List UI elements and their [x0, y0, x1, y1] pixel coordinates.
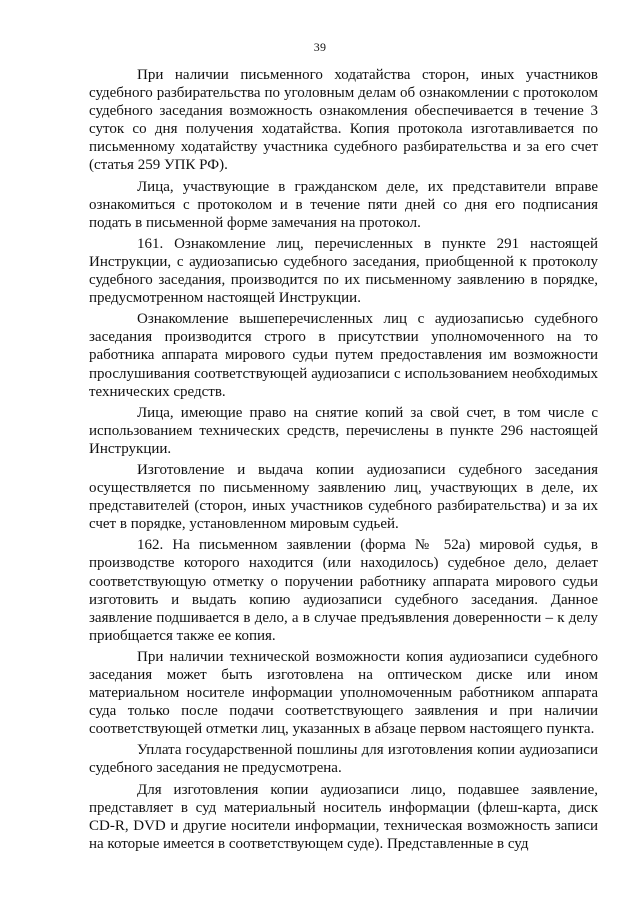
- document-body: [89, 66, 598, 853]
- paragraph-state-duty: Уплата государственной пошлины для изготовления копии аудиозаписи судебного заседания не предусмотрена.: [89, 742, 598, 777]
- page-number: 39: [313, 40, 327, 54]
- paragraph-copy-rights: Лица, имеющие право на снятие копий за свой счет, в том числе с использованием технических средств, перечислены в пункте 296 настоящей Инструкции.: [89, 404, 598, 457]
- paragraph-protocol-review-civil: Лица, участвующие в гражданском деле, их представители вправе ознакомиться с протоколом и в течение пяти дней со дня его подписания подать в письменной форме замечания на протокол.: [89, 178, 598, 231]
- paragraph-audio-review-procedure: Ознакомление вышеперечисленных лиц с аудиозаписью судебного заседания производится строго в присутствии уполномоченного на то работника аппарата мирового судьи путем предоставления им возможности прослушивания соответствующей аудиозаписи с использованием необходимых технических средств.: [89, 311, 598, 400]
- paragraph-161-audio-review: 161. Ознакомление лиц, перечисленных в пункте 291 настоящей Инструкции, с аудиозаписью судебного заседания, приобщенной к протоколу судебного заседания, производится по их письменному заявлению в порядке, предусмотренном настоящей Инструкции.: [89, 235, 598, 307]
- paragraph-162-application: 162. На письменном заявлении (форма № 52а) мировой судья, в производстве которого находится (или находилось) судебное дело, делает соответствующую отметку о поручении работнику аппарата мирового судьи изготовить и выдать копию аудиозаписи судебного заседания. Данное заявление подшивается в дело, а в случае предъявления доверенности – к делу приобщается также ее копия.: [89, 537, 598, 644]
- paragraph-technical-possibility: При наличии технической возможности копия аудиозаписи судебного заседания может быть изготовлена на оптическом диске или ином материальном носителе информации уполномоченным работником аппарата суда только после подачи соответствующего заявления и при наличии соответствующей отметки лиц, указанных в абзаце первом настоящего пункта.: [89, 648, 598, 738]
- paragraph-storage-media: Для изготовления копии аудиозаписи лицо, подавшее заявление, представляет в суд материальный носитель информации (флеш-карта, диск CD-R, DVD и другие носители информации, техническая возможность записи на которые имеется в соответствующем суде). Представленные в суд: [89, 781, 598, 852]
- paragraph-audio-copy-issuance: Изготовление и выдача копии аудиозаписи судебного заседания осуществляется по письменному заявлению лиц, участвующих в деле, их представителей (сторон, иных участников судебного разбирательства) и за их счет в порядке, установленном мировым судьей.: [89, 461, 598, 533]
- paragraph-protocol-review-criminal: При наличии письменного ходатайства сторон, иных участников судебного разбирательства по уголовным делам об ознакомлении с протоколом судебного заседания возможность ознакомления обеспечивается в течение 3 суток со дня получения ходатайства. Копия протокола изготавливается по письменному ходатайству участника судебного разбирательства и за его счет (статья 259 УПК РФ).: [89, 67, 598, 174]
